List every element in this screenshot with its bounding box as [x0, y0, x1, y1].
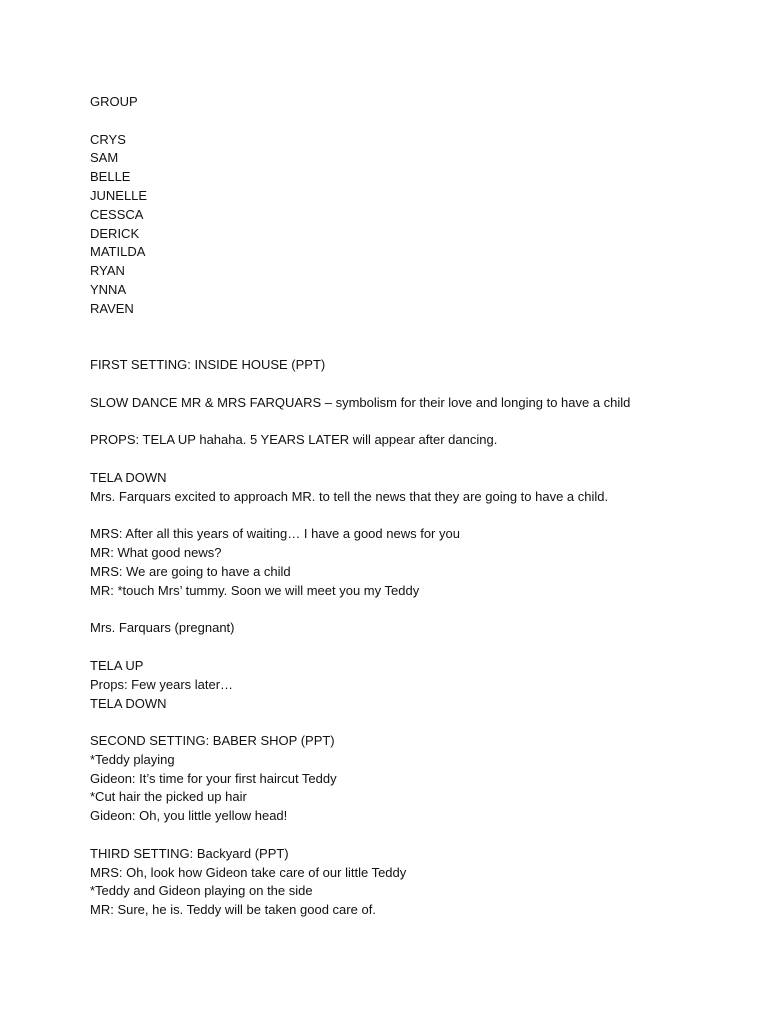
group-member: RYAN [90, 263, 125, 279]
group-member: SAM [90, 150, 119, 166]
third-setting-block [90, 845, 730, 920]
dialogue-line: MR: *touch Mrs’ tummy. Soon we will meet you my Teddy [90, 582, 420, 598]
stage-direction: Mrs. Farquars excited to approach MR. to tell the news that they are going to have a child. [90, 488, 609, 504]
group-member-list [90, 131, 730, 319]
transition-block [90, 657, 730, 713]
group-member: DERICK [90, 225, 140, 241]
spacer [90, 507, 730, 526]
spacer [90, 713, 730, 732]
group-member: CRYS [90, 131, 126, 147]
dialogue-block [90, 525, 730, 600]
script-document [90, 93, 730, 920]
spacer [90, 826, 730, 845]
dialogue-line: MRS: After all this years of waiting… I have a good news for you [90, 526, 460, 542]
spacer [90, 450, 730, 469]
second-setting-block [90, 732, 730, 826]
props-direction: PROPS: TELA UP hahaha. 5 YEARS LATER will appear after dancing. [90, 432, 498, 448]
group-member: RAVEN [90, 300, 134, 316]
group-heading: GROUP [90, 94, 138, 109]
spacer [90, 601, 730, 620]
group-member: MATILDA [90, 244, 146, 260]
script-line: Gideon: Oh, you little yellow head! [90, 808, 288, 824]
script-line: *Teddy playing [90, 751, 175, 767]
group-member: BELLE [90, 169, 131, 185]
script-line: *Teddy and Gideon playing on the side [90, 883, 313, 899]
tela-down-direction: TELA DOWN [90, 469, 167, 485]
spacer [90, 112, 730, 131]
stage-direction: Mrs. Farquars (pregnant) [90, 620, 235, 636]
spacer [90, 319, 730, 357]
dialogue-line: MRS: We are going to have a child [90, 563, 291, 579]
script-line: *Cut hair the picked up hair [90, 789, 247, 805]
first-setting-heading: FIRST SETTING: INSIDE HOUSE (PPT) [90, 357, 326, 373]
transition-line: TELA UP [90, 657, 144, 673]
group-member: JUNELLE [90, 187, 148, 203]
script-line: Gideon: It’s time for your first haircut Teddy [90, 770, 337, 786]
group-member: YNNA [90, 281, 127, 297]
script-line: MR: Sure, he is. Teddy will be taken good care of. [90, 902, 376, 918]
slow-dance-direction: SLOW DANCE MR & MRS FARQUARS – symbolism for their love and longing to have a child [90, 394, 631, 410]
spacer [90, 638, 730, 657]
group-member: CESSCA [90, 206, 144, 222]
third-setting-heading: THIRD SETTING: Backyard (PPT) [90, 845, 289, 861]
second-setting-heading: SECOND SETTING: BABER SHOP (PPT) [90, 733, 335, 749]
spacer [90, 375, 730, 394]
transition-line: Props: Few years later… [90, 676, 234, 692]
spacer [90, 413, 730, 432]
script-line: MRS: Oh, look how Gideon take care of our little Teddy [90, 864, 407, 880]
dialogue-line: MR: What good news? [90, 545, 222, 561]
transition-line: TELA DOWN [90, 695, 167, 711]
